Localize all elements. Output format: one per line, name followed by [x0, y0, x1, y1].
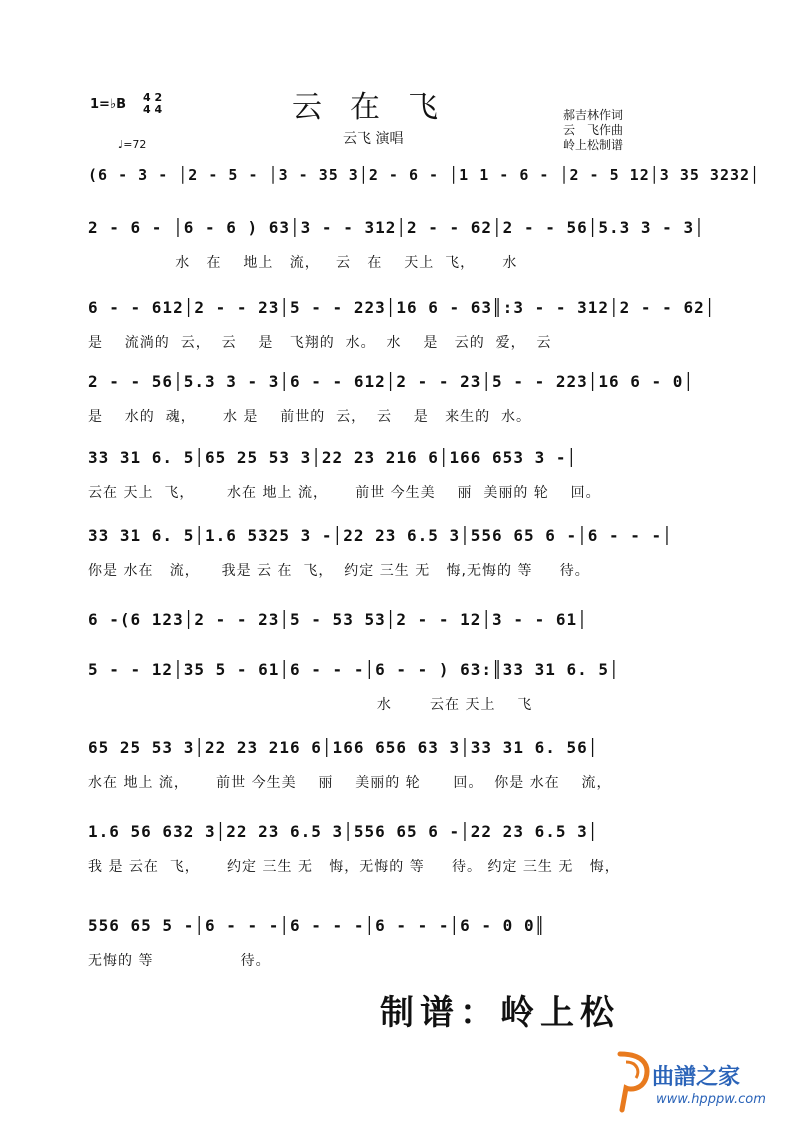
- lyric-line: 是 水的 魂， 水 是 前世的 云， 云 是 来生的 水。: [88, 409, 532, 425]
- notation-line: 33 31 6. 5│1.6 5325 3 -│22 23 6.5 3│556 65 6 -│6 - - -│: [88, 526, 673, 545]
- notation-line: 2 - 6 - │6 - 6 ) 63│3 - - 312│2 - - 62│2 - - 56│5.3 3 - 3│: [88, 218, 705, 237]
- notation-line: 2 - - 56│5.3 3 - 3│6 - - 612│2 - - 23│5 - - 223│16 6 - 0│: [88, 372, 695, 391]
- logo-name: 曲譜之家: [652, 1064, 741, 1090]
- meter-top: 4 2: [143, 91, 163, 104]
- notation-line: (6 - 3 - │2 - 5 - │3 - 35 3│2 - 6 - │1 1 - 6 - │2 - 5 12│3 35 3232│: [88, 166, 761, 184]
- notation-line: 556 65 5 -│6 - - -│6 - - -│6 - - -│6 - 0 0║: [88, 916, 546, 935]
- lyricist-credit: 郝吉林作词: [563, 108, 624, 122]
- arranger-signature: 制谱：岭上松: [380, 993, 620, 1033]
- logo-icon: [612, 1050, 652, 1114]
- notation-line: 65 25 53 3│22 23 216 6│166 656 63 3│33 31 6. 56│: [88, 738, 599, 757]
- song-title: 云在飞: [292, 90, 466, 125]
- lyric-line: 无悔的 等 待。: [88, 953, 271, 969]
- lyric-line: 我 是 云在 飞， 约定 三生 无 悔，无悔的 等 待。 约定 三生 无 悔，: [88, 859, 620, 875]
- notation-line: 6 -(6 123│2 - - 23│5 - 53 53│2 - - 12│3 - - 61│: [88, 610, 588, 629]
- time-signature: [143, 92, 162, 116]
- lyric-line: 是 流淌的 云， 云 是 飞翔的 水。 水 是 云的 爱， 云: [88, 335, 552, 351]
- tempo-marking: ♩=72: [118, 138, 147, 151]
- notation-line: 5 - - 12│35 5 - 61│6 - - -│6 - - ) 63:║33 31 6. 5│: [88, 660, 620, 679]
- transcriber-credit: 岭上松制谱: [563, 138, 624, 152]
- singer-credit: 云飞 演唱: [343, 131, 404, 147]
- lyric-line: 你是 水在 流， 我是 云 在 飞， 约定 三生 无 悔,无悔的 等 待。: [88, 563, 590, 579]
- notation-line: 33 31 6. 5│65 25 53 3│22 23 216 6│166 653 3 -│: [88, 448, 578, 467]
- lyric-line: 水在 地上 流， 前世 今生美 丽 美丽的 轮 回。 你是 水在 流，: [88, 775, 612, 791]
- key-signature: 1=♭B: [90, 97, 126, 112]
- notation-line: 1.6 56 632 3│22 23 6.5 3│556 65 6 -│22 23 6.5 3│: [88, 822, 599, 841]
- composer-credit: 云 飞作曲: [563, 123, 624, 137]
- notation-line: 6 - - 612│2 - - 23│5 - - 223│16 6 - 63║:3 - - 312│2 - - 62│: [88, 298, 716, 317]
- credits-block: [563, 108, 623, 153]
- lyric-line: 水 云在 天上 飞: [88, 697, 533, 713]
- lyric-line: 水 在 地上 流， 云 在 天上 飞， 水: [88, 255, 518, 271]
- lyric-line: 云在 天上 飞， 水在 地上 流， 前世 今生美 丽 美丽的 轮 回。: [88, 485, 601, 501]
- meter-bottom: 4 4: [143, 103, 163, 116]
- logo-url: www.hpppw.com: [656, 1092, 766, 1107]
